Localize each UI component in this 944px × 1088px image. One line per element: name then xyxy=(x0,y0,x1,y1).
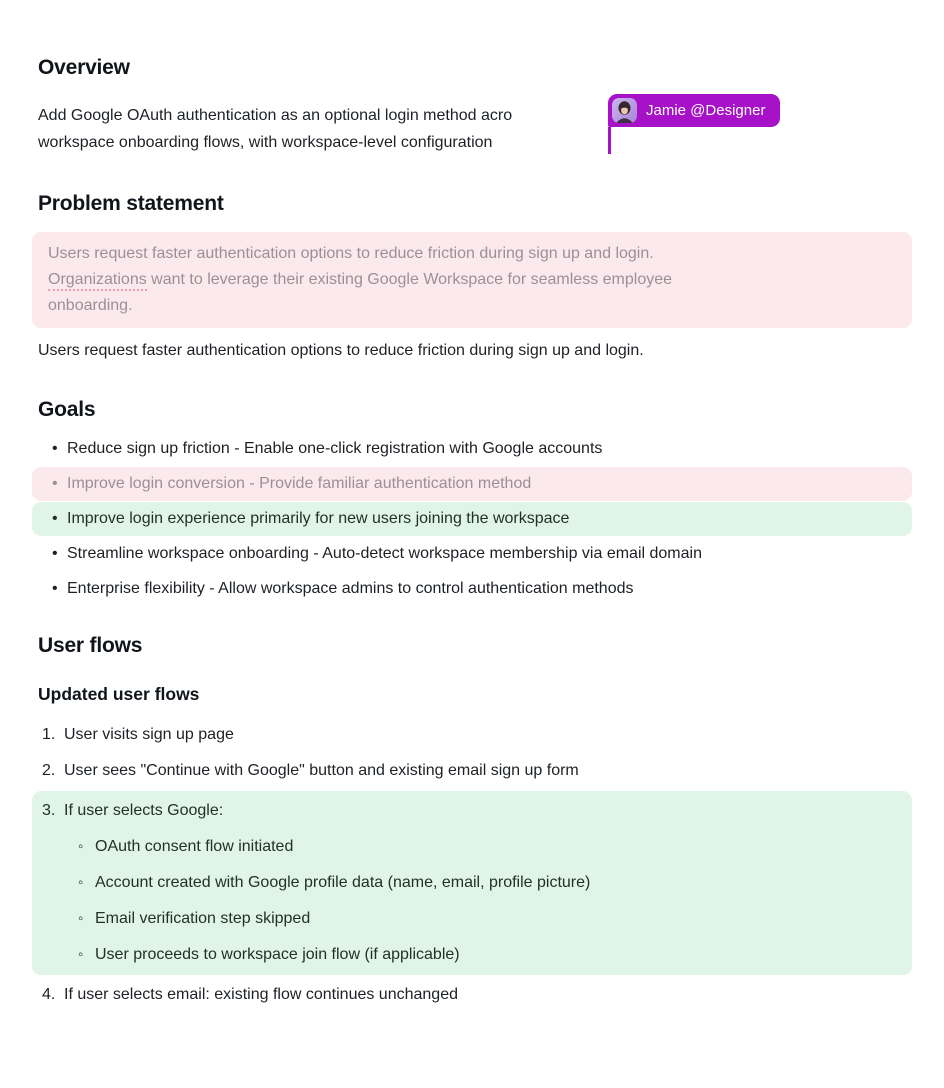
jamie-avatar xyxy=(612,98,637,123)
problem-heading[interactable]: Problem statement xyxy=(38,192,224,215)
user-flows-steps xyxy=(38,717,906,1013)
removed-line2-rest: want to leverage their existing Google Workspace for seamless employee xyxy=(146,271,673,288)
circle-bullet-icon: ◦ xyxy=(78,874,84,891)
goal-text: Improve login experience primarily for new users joining the workspace xyxy=(67,510,570,527)
presence-cursor-badge xyxy=(608,94,780,127)
step-text: User visits sign up page xyxy=(64,726,234,743)
updated-user-flows-subheading[interactable]: Updated user flows xyxy=(38,684,200,704)
substep-text: Email verification step skipped xyxy=(95,910,311,927)
removed-paragraph-highlight[interactable] xyxy=(32,232,912,328)
problem-current-paragraph[interactable]: Users request faster authentication options to reduce friction during sign up and login. xyxy=(38,342,644,359)
spellcheck-word: Organizations xyxy=(48,271,147,291)
bullet-icon: • xyxy=(52,545,58,562)
circle-bullet-icon: ◦ xyxy=(78,910,84,927)
goal-text: Improve login conversion - Provide familiar authentication method xyxy=(67,475,532,492)
goal-text: Enterprise flexibility - Allow workspace admins to control authentication methods xyxy=(67,580,634,597)
removed-line3: onboarding. xyxy=(48,297,133,314)
bullet-icon: • xyxy=(52,580,58,597)
woman-avatar-icon xyxy=(612,98,637,123)
step-item[interactable] xyxy=(38,793,906,829)
step-number: 1. xyxy=(42,726,56,743)
step-added-highlight-block[interactable] xyxy=(32,791,912,975)
substep-item[interactable] xyxy=(38,901,906,937)
user-flows-heading[interactable]: User flows xyxy=(38,634,143,657)
presence-user-label: Jamie @Designer xyxy=(646,102,766,119)
removed-line1: Users request faster authentication options to reduce friction during sign up and login. xyxy=(48,245,654,262)
presence-text-caret xyxy=(608,127,611,154)
step-number: 3. xyxy=(42,802,56,819)
overview-paragraph-line1: Add Google OAuth authentication as an optional login method acro xyxy=(38,107,513,124)
overview-heading[interactable]: Overview xyxy=(38,56,130,79)
substep-item[interactable] xyxy=(38,937,906,973)
substep-text: OAuth consent flow initiated xyxy=(95,838,294,855)
circle-bullet-icon: ◦ xyxy=(78,946,84,963)
substep-text: Account created with Google profile data (name, email, profile picture) xyxy=(95,874,591,891)
goal-item[interactable] xyxy=(38,572,906,606)
step-text: If user selects Google: xyxy=(64,802,224,819)
goal-item[interactable] xyxy=(38,432,906,466)
step-item[interactable] xyxy=(38,753,906,789)
step-number: 4. xyxy=(42,986,56,1003)
goal-item[interactable] xyxy=(38,537,906,571)
step-text: User sees "Continue with Google" button and existing email sign up form xyxy=(64,762,579,779)
step-item[interactable] xyxy=(38,977,906,1013)
goal-item-added-highlight[interactable] xyxy=(32,502,912,536)
step-text: If user selects email: existing flow continues unchanged xyxy=(64,986,458,1003)
step-number: 2. xyxy=(42,762,56,779)
substep-item[interactable] xyxy=(38,865,906,901)
goals-list xyxy=(38,432,906,606)
bullet-icon: • xyxy=(52,475,58,492)
goal-text: Reduce sign up friction - Enable one-click registration with Google accounts xyxy=(67,440,603,457)
removed-line2 xyxy=(48,267,896,293)
substep-item[interactable] xyxy=(38,829,906,865)
goal-text: Streamline workspace onboarding - Auto-detect workspace membership via email domain xyxy=(67,545,702,562)
goals-heading[interactable]: Goals xyxy=(38,398,96,421)
bullet-icon: • xyxy=(52,510,58,527)
overview-paragraph-line2: workspace onboarding flows, with workspace-level configuration xyxy=(38,134,493,151)
overview-paragraph[interactable] xyxy=(38,102,906,156)
substep-text: User proceeds to workspace join flow (if applicable) xyxy=(95,946,460,963)
bullet-icon: • xyxy=(52,440,58,457)
step-item[interactable] xyxy=(38,717,906,753)
circle-bullet-icon: ◦ xyxy=(78,838,84,855)
goal-item-removed-highlight[interactable] xyxy=(32,467,912,501)
